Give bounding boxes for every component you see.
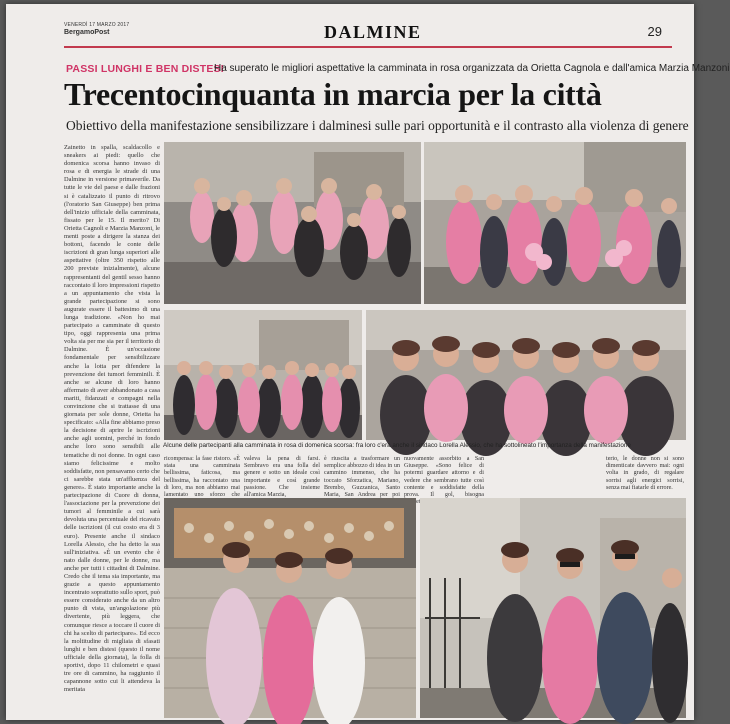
article-body-col1: ricompensa: la fase ristoro. «È stata una camminata bellissima, faticosa, ma bellissima, ha raccontato una di loro, ma non abbiamo mai lamentato uno sforzo che [164,456,240,499]
article-subhead: Obiettivo della manifestazione sensibilizzare i dalminesi sulle pari opportunità e il contrasto alla violenza di genere [66,118,689,133]
article-body-col4: nuovamente assorbito a San Giuseppe. «Sono felice di potermi guardare attorno e di vedere che sembrano tutte così contente e soddisfatte della prova. Il gol, bisogna [404,456,484,499]
photo-three-women-wall [164,498,416,718]
masthead-rule [64,46,672,48]
newspaper-page [6,4,730,720]
photo-four-women-outdoors [420,498,686,718]
article-body-col3: è riuscita a trasformare un semplice abbozzo di idea in un cammino immenso, che ha toccato Sforzatica, Mariano, Brembo, Guzzanica, Santo Maria, San Andrea per poi [324,456,400,499]
photo-group-wide [164,310,362,440]
photo-ladies-balloons [424,142,686,304]
photo-caption: Alcune delle partecipanti alla camminata in rosa di domenica scorsa: fra loro c'era anche il sindaco Lorella Alessio, che ha sottolineato l'importanza della manifestazione [163,442,631,449]
page-number: 29 [647,24,662,39]
article-kicker: PASSI LUNGHI E BEN DISTESI [66,63,224,75]
article-headline: Trecentocinquanta in marcia per la città [64,76,602,112]
article-kicker-text: Ha superato le migliori aspettative la camminata in rosa organizzata da Orietta Cagnola e dall'amica Marzia Manzoni [214,63,730,74]
article-body-left: Zainetto in spalla, scaldacollo e sneakers ai piedi: quello che domenica scorsa hanno invaso di rosa e di energia le strade di una Dalmine in versione primaverile. Da tutte le vie del paese e dalle frazioni si è catalizzato il punto di ritrovo (l'oratorio San Giuseppe) ben prima dell'inizio ufficiale della camminata, fissato per le 15. Il merito? Di Orietta Cagnoli e Marzia Manzoni, le menti poste a dirigere la stanza dei bottoni, facendo le conte delle iscrizioni di gran lunga superiori alle aspettative (oltre 350 rispetto alle 200 previste inizialmente), alcune rappresentanti del gentil sesso hanno raccontato il loro impressioni rispetto a un appuntamento che vista la grande partecipazione si sono augurate essere il battesimo di una lunga tradizione. «Non ho mai partecipato a camminate di questo tipo, oggi rappresenta una prima volta sia per me sia per il territorio di Dalmine. È un'occasione fondamentale per sensibilizzare anche la lotta per difendere la prevenzione dei tumori femminili. È anche se alcune di loro hanno affermato di aver abbandonato a casa mariti, fidanzati e compagni nella convinzione che si trattasse di una giornata per sole donne, Orietta ha specificato: «Alla fine abbiamo preso la decisione di aprire le iscrizioni anche agli uomini, perché in fondo anche loro sono sensibili alle tematiche di noi donne. In ogni caso siamo felicissime e molto soddisfatte, non pensavamo certo che ci sarebbe stata un'affluenza del genere». È stato importante anche la partecipazione di Cuore di donna, l'associazione per la prevenzione dei tumori al femminile a cui sarà devoluta una percentuale del ricavato delle iscrizioni (il cui costo era di 3 euro). Presente anche il sindaco Lorella Alessio, che ha detto la sua sull'iniziativa. «È un evento che è nato dalle donne, per le donne, ma anche per tutti i cittadini di Dalmine. Credo che il tema sia importante, ma grazie a questo appuntamento incentrato soprattutto sullo sport, può essere considerato anche da un altro punto di vista, un'angolazione più divertente, più leggera, che comunque riesce a toccare il cuore di chi ha scelto di partecipare». Ed ecco la moltitudine di migliaia di sfasati lunghi e ben distesi (questo il nome ufficiale della giornata), la folla di sportivi, dopo 11 chilometri e quasi tre ore di cammino, ha raggiunto il capannone sotto cui li attendeva la meritata [64,144,160,694]
photo-group-closeup [366,310,686,440]
masthead [54,20,674,60]
issue-date: VENERDÌ 17 MARZO 2017 [64,22,130,28]
article-body-col5: terio, le donne non si sono dimenticate davvero mai: ogni volta in grado, di regalare sorrisi agli energici sorrisi, senza mai fiatarle di errore. [606,456,684,491]
section-title: DALMINE [324,22,422,42]
article-body-col2: valeva la pena di farsi. Sembravo era una folla del genere e sotto un ideale così importante e così grande passione. Che insieme all'amica Marzia, [244,456,320,499]
paper-name: BergamoPost [64,29,110,36]
photo-group-street [164,142,421,304]
